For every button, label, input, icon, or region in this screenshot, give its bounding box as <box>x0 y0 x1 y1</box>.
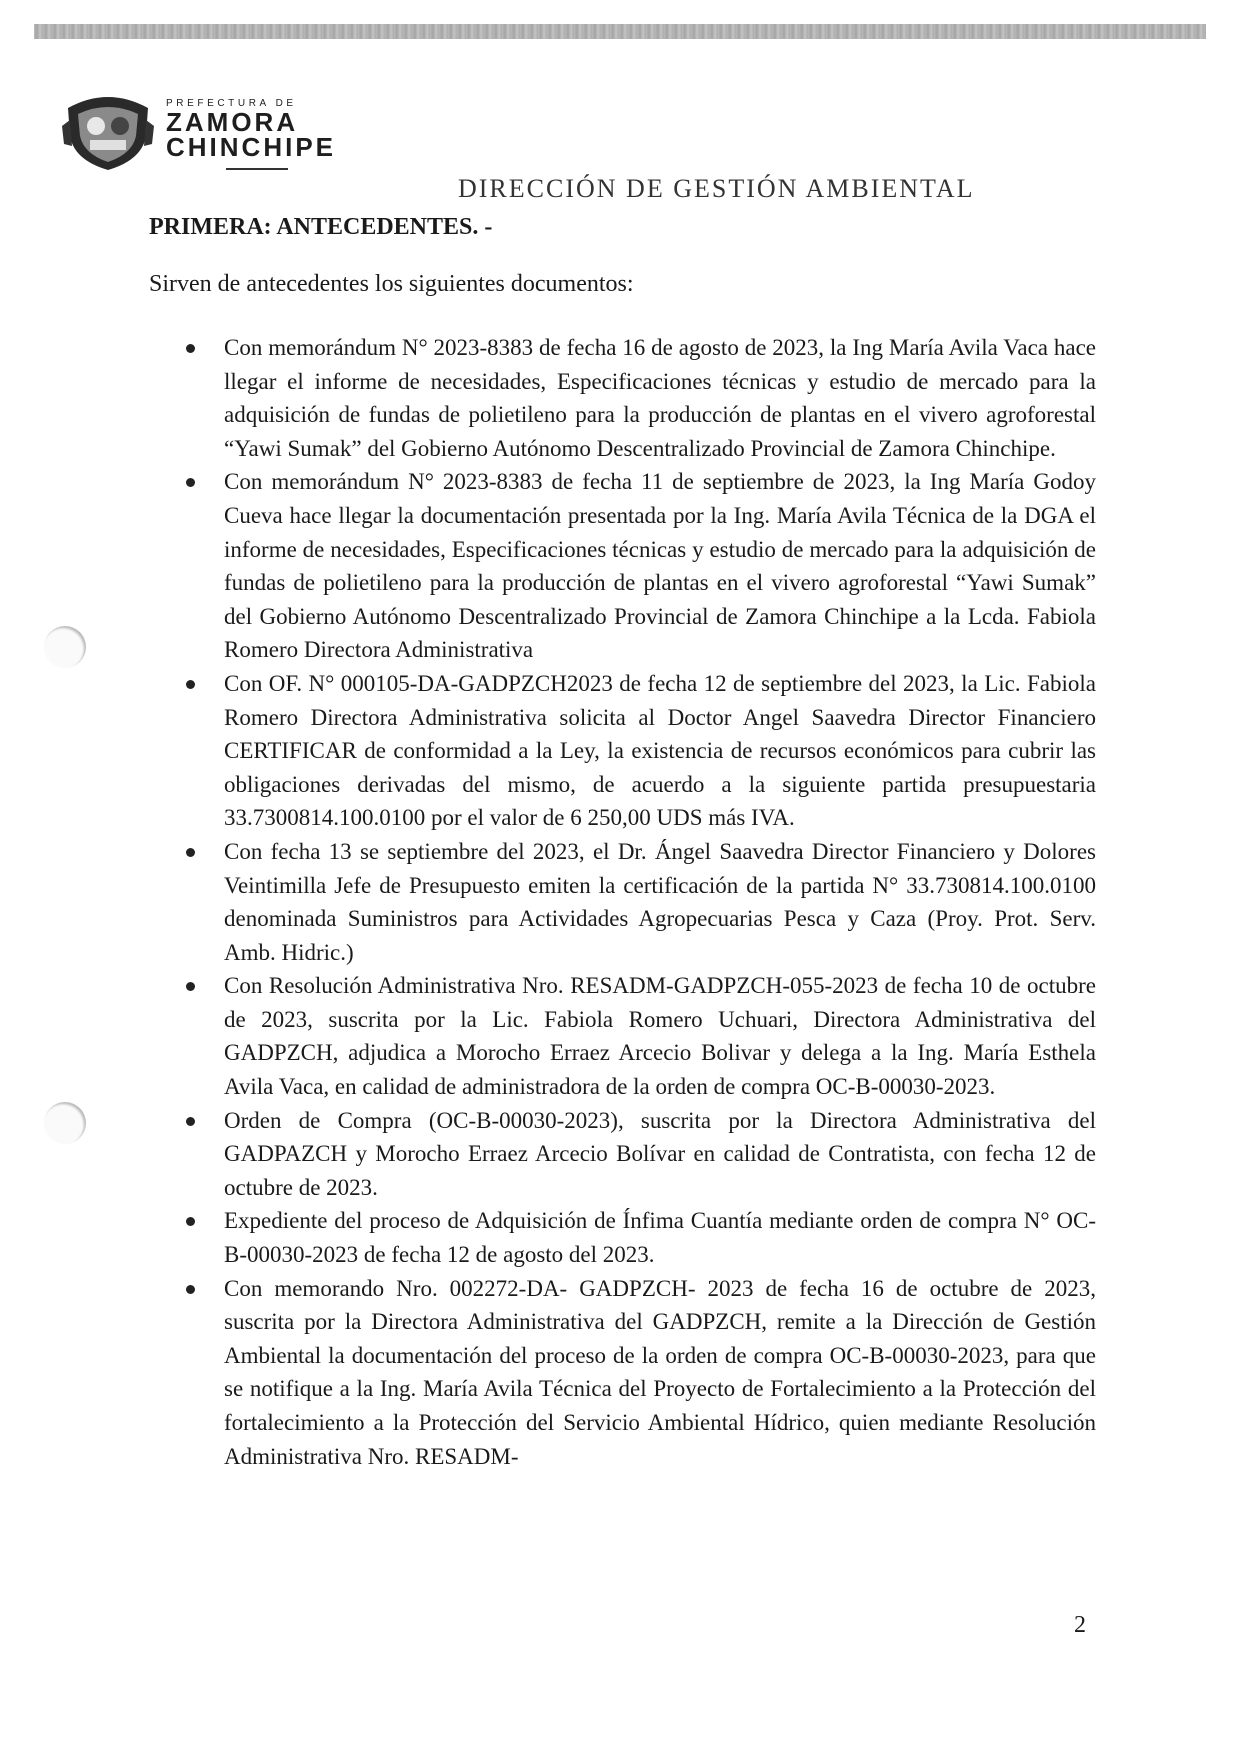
section-heading: PRIMERA: ANTECEDENTES. - <box>149 214 493 240</box>
list-item <box>149 1272 1096 1474</box>
list-item-text: Orden de Compra (OC-B-00030-2023), suscrita por la Directora Administrativa del GADPAZCH y Morocho Erraez Arcecio Bolívar en calidad de Contratista, con fecha 12 de octubre de 2023. <box>224 1107 1096 1200</box>
list-item-text: Expediente del proceso de Adquisición de Ínfima Cuantía mediante orden de compra N° OC-B-00030-2023 de fecha 12 de agosto del 2023. <box>224 1208 1096 1268</box>
scan-border-strip <box>34 24 1206 39</box>
department-title: DIRECCIÓN DE GESTIÓN AMBIENTAL <box>458 174 975 203</box>
list-item-text: Con memorándum N° 2023-8383 de fecha 11 de septiembre de 2023, la Ing María Godoy Cueva hace llegar la documentación presentada por la Ing. María Avila Técnica de la DGA el informe de necesidades, Especificaciones técnicas y estudio de mercado para la adquisición de fundas de polietileno para la producción de plantas en el vivero agroforestal “Yawi Sumak” del Gobierno Autónomo Descentralizado Provincial de Zamora Chinchipe a la Lcda. Fabiola Romero Directora Administrativa <box>224 469 1096 663</box>
list-item <box>149 969 1096 1103</box>
punch-hole-mark <box>44 626 86 668</box>
list-item-text: Con memorándum N° 2023-8383 de fecha 16 de agosto de 2023, la Ing María Avila Vaca hace llegar el informe de necesidades, Especificaciones técnicas y estudio de mercado para la adquisición de fundas de polietileno para la producción de plantas en el vivero agroforestal “Yawi Sumak” del Gobierno Autónomo Descentralizado Provincial de Zamora Chinchipe. <box>224 335 1096 461</box>
org-name-line2: CHINCHIPE <box>166 132 337 162</box>
list-item <box>149 1204 1096 1271</box>
list-item-text: Con OF. N° 000105-DA-GADPZCH2023 de fecha 12 de septiembre del 2023, la Lic. Fabiola Romero Directora Administrativa solicita al Doctor Angel Saavedra Director Financiero CERTIFICAR de conformidad a la Ley, la existencia de recursos económicos para cubrir las obligaciones derivadas del mismo, de acuerdo a la siguiente partida presupuestaria 33.7300814.100.0100 por el valor de 6 250,00 UDS más IVA. <box>224 670 1096 831</box>
list-item <box>149 667 1096 835</box>
prefectura-crest-logo <box>58 86 158 176</box>
bullet-icon <box>186 680 195 689</box>
bullet-icon <box>186 848 195 857</box>
bullet-icon <box>186 982 195 991</box>
bullet-icon <box>186 1217 195 1226</box>
bullet-icon <box>186 1285 195 1294</box>
intro-paragraph: Sirven de antecedentes los siguientes documentos: <box>149 271 634 297</box>
list-item <box>149 1104 1096 1205</box>
list-item <box>149 331 1096 465</box>
bullet-icon <box>186 478 195 487</box>
punch-hole-mark <box>44 1102 86 1144</box>
org-brand <box>166 98 336 160</box>
bullet-icon <box>186 344 195 353</box>
brand-underline <box>226 168 288 170</box>
page-number: 2 <box>1074 1612 1086 1638</box>
bullet-icon <box>186 1117 195 1126</box>
antecedents-list <box>149 331 1096 1473</box>
list-item <box>149 835 1096 969</box>
list-item-text: Con fecha 13 se septiembre del 2023, el Dr. Ángel Saavedra Director Financiero y Dolores Veintimilla Jefe de Presupuesto emiten la certificación de la partida N° 33.730814.100.0100 denominada Suministros para Actividades Agropecuarias Pesca y Caza (Proy. Prot. Serv. Amb. Hidric.) <box>224 838 1096 965</box>
list-item-text: Con memorando Nro. 002272-DA- GADPZCH- 2023 de fecha 16 de octubre de 2023, suscrita por la Directora Administrativa del GADPZCH, remite a la Dirección de Gestión Ambiental la documentación del proceso de la orden de compra OC-B-00030-2023, para que se notifique a la Ing. María Avila Técnica del Proyecto de Fortalecimiento a la Protección del fortalecimiento a la Protección del Servicio Ambiental Hídrico, quien mediante Resolución Administrativa Nro. RESADM- <box>224 1275 1096 1469</box>
list-item-text: Con Resolución Administrativa Nro. RESADM-GADPZCH-055-2023 de fecha 10 de octubre de 2023, suscrita por la Lic. Fabiola Romero Uchuari, Directora Administrativa del GADPZCH, adjudica a Morocho Erraez Arcecio Bolivar y delega a la Ing. María Esthela Avila Vaca, en calidad de administradora de la orden de compra OC-B-00030-2023. <box>224 973 1096 1100</box>
org-small-label: PREFECTURA DE <box>166 98 297 109</box>
list-item <box>149 465 1096 667</box>
org-name-line1: ZAMORA <box>166 107 299 137</box>
